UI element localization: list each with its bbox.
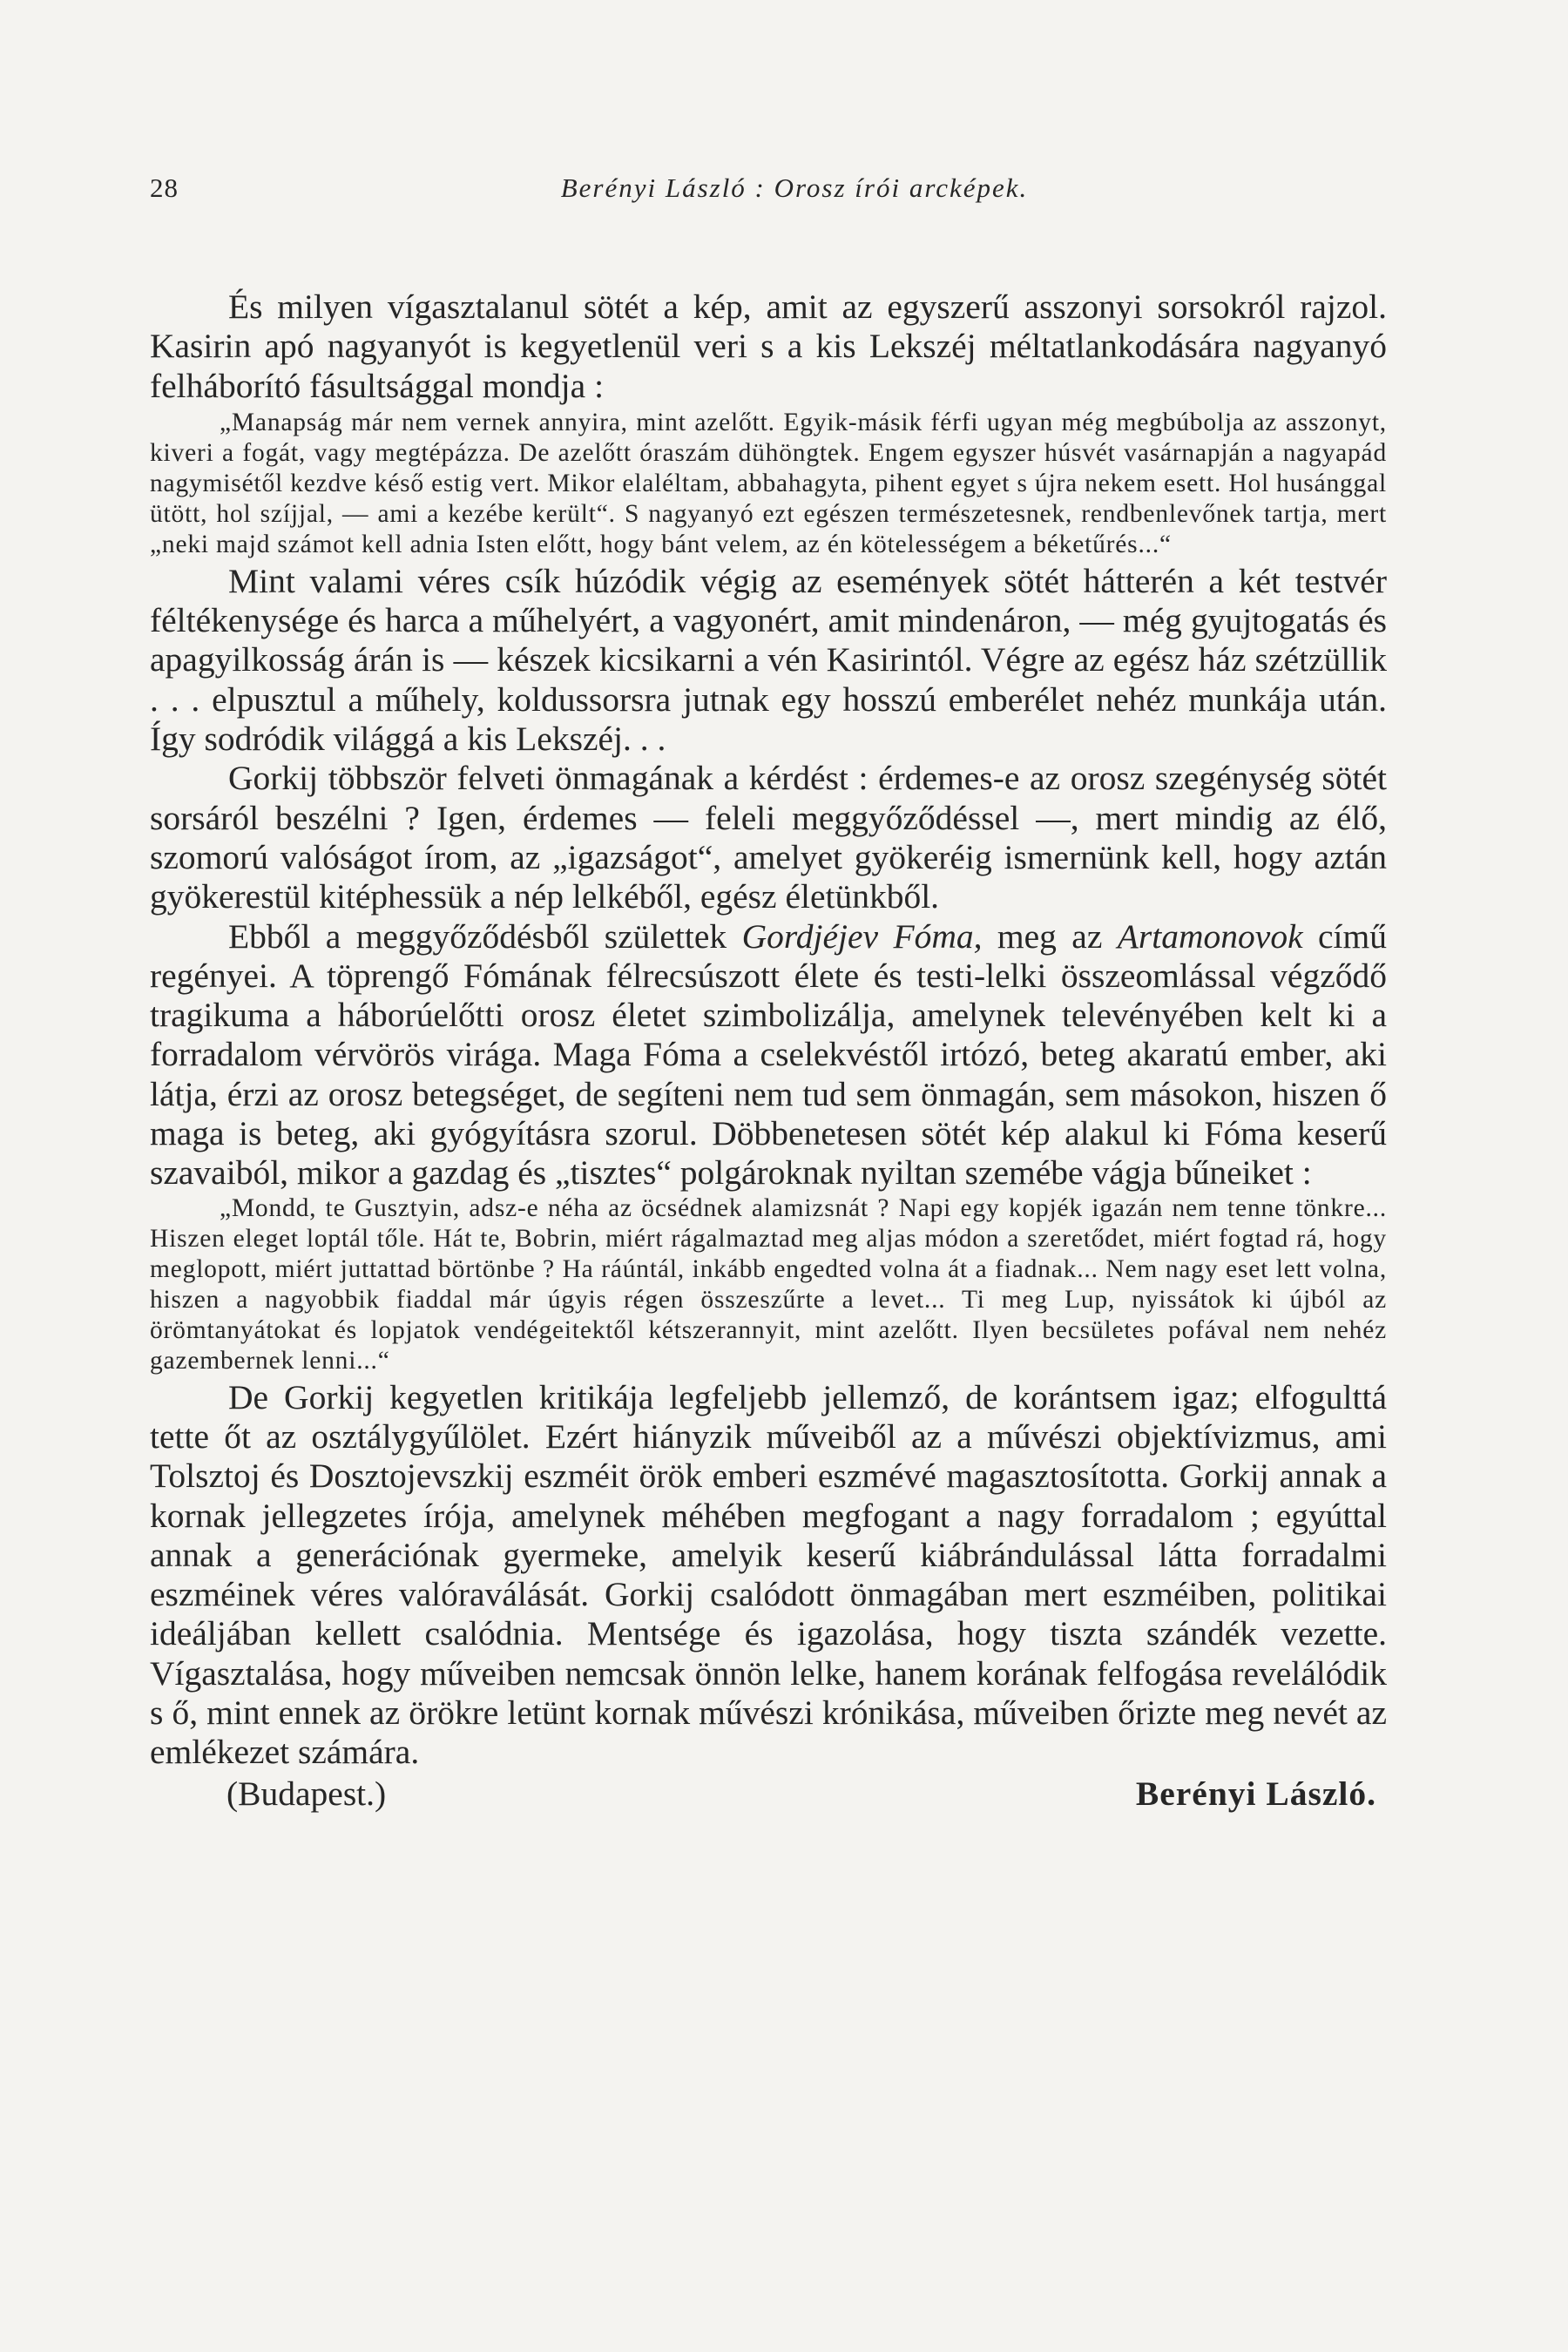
page-number: 28 [150, 172, 179, 203]
paragraph-5: De Gorkij kegyetlen kritikája legfeljebb jellemző, de korántsem igaz; elfogulttá tette őt az osztálygyűlölet. Ezért hiányzik műveiből az a művészi objektívizmus, ami Tolsztoj és Dosztojevszkij eszméit örök emberi eszmévé magasztosította. Gorkij annak a kornak jellegzetes írója, amelynek méhében megfogant a nagy forradalom ; egyúttal annak a generációnak gyermeke, amelyik keserű kiábrándulással látta forradalmi eszméinek véres valóraválását. Gorkij csalódott önmagában mert eszméiben, politikai ideáljában kellett csalódnia. Mentsége és igazolása, hogy tiszta szándék vezette. Vígasztalása, hogy műveiben nemcsak önnön lelke, hanem korának felfogása revelálódik s ő, mint ennek az örökre letünt kornak művészi krónikása, műveiben őrizte meg nevét az emlékezet számára. [150, 1377, 1387, 1772]
novel-title-artamonovok: Artamonovok [1117, 916, 1303, 956]
paragraph-4-part-a: Ebből a meggyőződésből születtek [228, 916, 742, 956]
article-body [150, 287, 1387, 1815]
quote-grandmother: „Manapság már nem vernek annyira, mint azelőtt. Egyik-másik férfi ugyan még megbúbolja az asszonyt, kiveri a fogát, vagy megtépázza. De azelőtt óraszám dühöngtek. Engem egyszer húsvét vasárnapján a nagyapád nagymisétől kezdve késő estig vert. Mikor elaléltam, abbahagyta, pihent egyet s újra nekem esett. Hol husánggal ütött, hol szíjjal, — ami a kezébe került“. S nagyanyó ezt egészen természetesnek, rendbenlevőnek tartja, mert „neki majd számot kell adnia Isten előtt, hogy bánt velem, az én kötelességem a béketűrés...“ [150, 408, 1388, 558]
paragraph-4-part-c: című regényei. A töprengő Fómának félrecsúszott élete és testi-lelki összeomlással végződő tragikuma a háborúelőtti orosz életet szimbolizálja, amelynek televényében kelt ki a forradalom vérvörös virága. Maga Fóma a cselekvéstől irtózó, beteg akaratú ember, aki látja, érzi az orosz betegséget, de segíteni nem tud sem önmagán, sem másokon, hiszen ő maga is beteg, aki gyógyításra szorul. Döbbenetesen sötét kép alakul ki Fóma keserű szavaiból, mikor a gazdag és „tisztes“ polgároknak nyiltan szemébe vágja bűneiket : [150, 916, 1387, 1193]
author-signature: Berényi László. [1135, 1774, 1376, 1813]
novel-title-foma: Gordjéjev Fóma, [741, 916, 983, 956]
place-note: (Budapest.) [226, 1774, 387, 1813]
paragraph-4 [150, 917, 1387, 1193]
paragraph-3: Gorkij többször felveti önmagának a kérdést : érdemes-e az orosz szegénység sötét sorsáról beszélni ? Igen, érdemes — feleli meggyőződéssel —, mert mindig az élő, szomorú valóságot írom, az „igazságot“, amelyet gyökeréig ismernünk kell, hogy aztán gyökerestül kitéphessük a nép lelkéből, egész életünkből. [150, 759, 1387, 916]
quote-foma: „Mondd, te Gusztyin, adsz-e néha az öcsédnek alamizsnát ? Napi egy kopjék igazán nem tenne tönkre... Hiszen eleget loptál tőle. Hát te, Bobrin, miért rágalmaztad meg aljas módon a szeretődet, miért fogtad rá, hogy meglopott, miért juttattad börtönbe ? Ha ráúntál, inkább engedted volna át a fiadnak... Nem nagy eset lett volna, hiszen a nagyobbik fiaddal már úgyis régen összeszűrte a levet... Ti meg Lup, nyissátok ki újból az örömtanyátokat és lopjatok vendégeitektől kétszerannyit, mint azelőtt. Ilyen becsületes pofával nem nehéz gazembernek lenni...“ [150, 1193, 1387, 1375]
page-header [150, 172, 1387, 216]
paragraph-1: És milyen vígasztalanul sötét a kép, amit az egyszerű asszonyi sorsokról rajzol. Kasirin apó nagyanyót is kegyetlenül veri s a kis Lekszéj méltatlankodására nagyanyó felháborító fásultsággal mondja : [150, 287, 1387, 405]
closing-line [150, 1774, 1387, 1815]
paragraph-4-part-b: meg az [982, 916, 1118, 956]
running-title: Berényi László : Orosz írói arcképek. [560, 172, 1029, 203]
paragraph-2: Mint valami véres csík húzódik végig az események sötét hátterén a két testvér féltékenysége és harca a műhelyért, a vagyonért, amit mindenáron, — még gyujtogatás és apagyilkosság árán is — készek kicsikarni a vén Kasirintól. Végre az egész ház szétzüllik . . . elpusztul a műhely, koldussorsra jutnak egy hosszú emberélet nehéz munkája után. Így sodródik világgá a kis Lekszéj. . . [150, 561, 1387, 759]
